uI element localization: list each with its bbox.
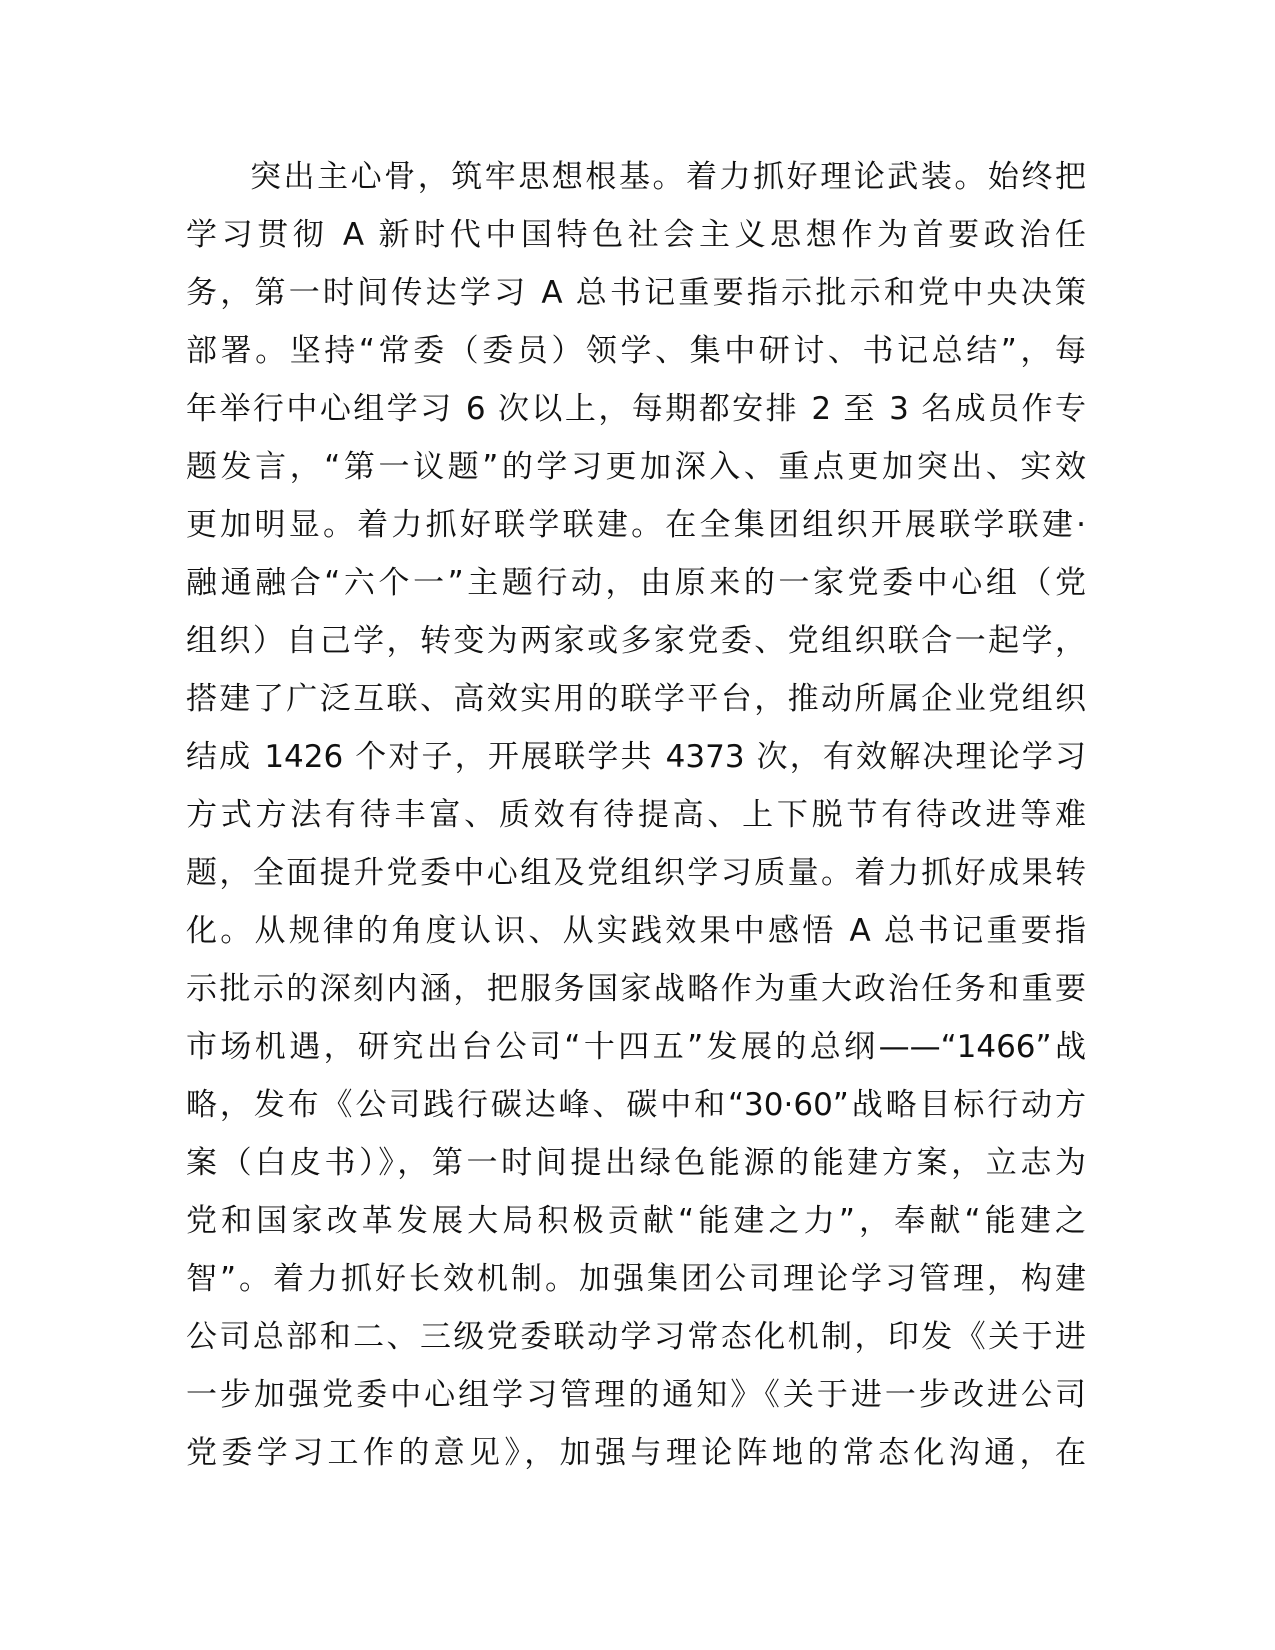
paragraph-line-21: 公司总部和二、三级党委联动学习常态化机制，印发《关于进 xyxy=(186,1319,1086,1355)
paragraph-line-12: 方式方法有待丰富、质效有待提高、上下脱节有待改进等难 xyxy=(186,797,1086,833)
paragraph-line-18: 案（白皮书）》，第一时间提出绿色能源的能建方案，立志为 xyxy=(186,1145,1086,1181)
paragraph-line-11: 结成 1426 个对子，开展联学共 4373 次，有效解决理论学习 xyxy=(186,739,1086,775)
paragraph-line-4: 部署。坚持“常委（委员）领学、集中研讨、书记总结”，每 xyxy=(186,333,1086,369)
paragraph-line-14: 化。从规律的角度认识、从实践效果中感悟 A 总书记重要指 xyxy=(186,913,1086,949)
paragraph-line-13: 题，全面提升党委中心组及党组织学习质量。着力抓好成果转 xyxy=(186,855,1086,891)
paragraph-line-22: 一步加强党委中心组学习管理的通知》《关于进一步改进公司 xyxy=(186,1377,1086,1413)
paragraph-line-17: 略，发布《公司践行碳达峰、碳中和“30·60”战略目标行动方 xyxy=(186,1087,1086,1123)
paragraph-line-16: 市场机遇，研究出台公司“十四五”发展的总纲——“1466”战 xyxy=(186,1029,1086,1065)
body-paragraph xyxy=(186,148,1086,1482)
paragraph-line-7: 更加明显。着力抓好联学联建。在全集团组织开展联学联建· xyxy=(186,507,1086,543)
paragraph-line-19: 党和国家改革发展大局积极贡献“能建之力”，奉献“能建之 xyxy=(186,1203,1086,1239)
paragraph-line-15: 示批示的深刻内涵，把服务国家战略作为重大政治任务和重要 xyxy=(186,971,1086,1007)
paragraph-line-6: 题发言，“第一议题”的学习更加深入、重点更加突出、实效 xyxy=(186,449,1086,485)
paragraph-line-2: 学习贯彻 A 新时代中国特色社会主义思想作为首要政治任 xyxy=(186,217,1086,253)
paragraph-line-1: 突出主心骨，筑牢思想根基。着力抓好理论武装。始终把 xyxy=(250,159,1086,195)
paragraph-line-23: 党委学习工作的意见》，加强与理论阵地的常态化沟通，在 xyxy=(186,1435,1086,1471)
paragraph-line-5: 年举行中心组学习 6 次以上，每期都安排 2 至 3 名成员作专 xyxy=(186,391,1086,427)
paragraph-line-8: 融通融合“六个一”主题行动，由原来的一家党委中心组（党 xyxy=(186,565,1086,601)
paragraph-line-20: 智”。着力抓好长效机制。加强集团公司理论学习管理，构建 xyxy=(186,1261,1086,1297)
paragraph-line-3: 务，第一时间传达学习 A 总书记重要指示批示和党中央决策 xyxy=(186,275,1086,311)
paragraph-line-9: 组织）自己学，转变为两家或多家党委、党组织联合一起学， xyxy=(186,623,1086,659)
paragraph-line-10: 搭建了广泛互联、高效实用的联学平台，推动所属企业党组织 xyxy=(186,681,1086,717)
